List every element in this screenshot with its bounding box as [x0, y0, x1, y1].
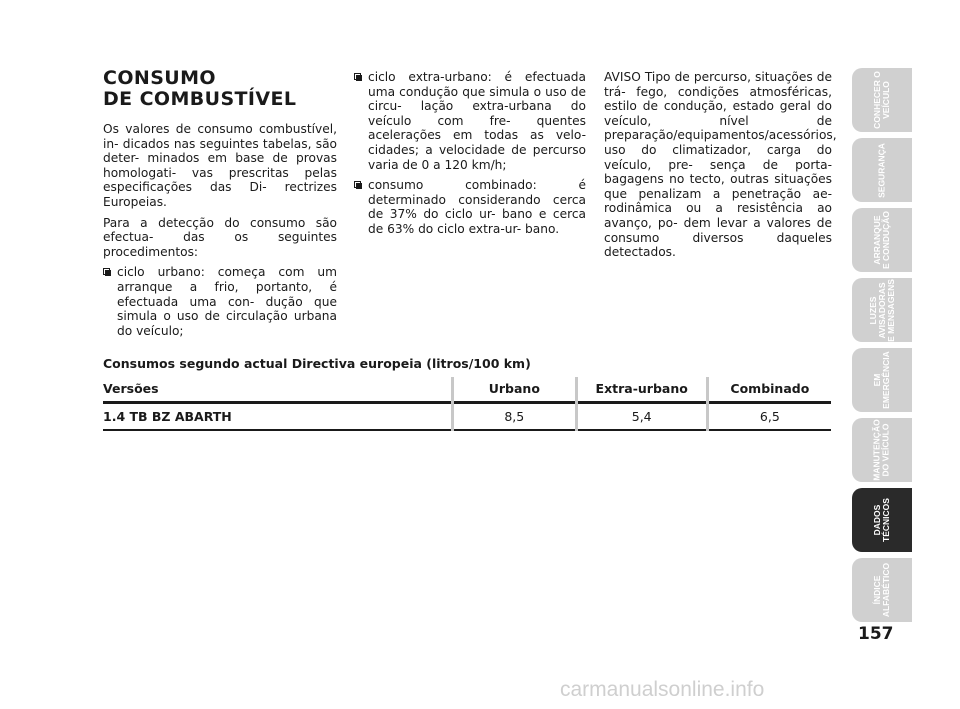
tab-conhecer-o-veiculo[interactable]: [852, 68, 912, 132]
tab-label: DADOS TÉCNICOS: [872, 498, 891, 542]
cell-urban: 8,5: [452, 403, 576, 431]
notice-paragraph: AVISO Tipo de percurso, situações de trá- fego, condições atmosféricas, estilo de condução, estado geral do veículo, nível de preparação/equipamentos/acessórios, uso do climatizador, carga do veículo, pre- sença de porta-bagagens no tecto, outras situações que penalizam a penetração ae- rodinâmica ou a resistência ao avanço, po- dem levar a valores de consumo diversos daqueles detectados.: [604, 70, 837, 260]
bullet-urban-cycle: [103, 265, 337, 338]
tab-arranque-e-conducao[interactable]: [852, 208, 912, 272]
tab-label: ÍNDICE ALFABÉTICO: [872, 562, 891, 618]
tab-label: MANUTENÇÃO DO VEÍCULO: [872, 419, 892, 481]
column-middle: [354, 70, 586, 243]
header-extra-urban: Extra-urbano: [576, 377, 707, 403]
checkbox-bullet-icon: [354, 181, 361, 188]
tab-label: CONHECER O VEÍCULO: [872, 71, 891, 129]
tab-seguranca[interactable]: [852, 138, 912, 202]
tab-manutencao-do-veiculo[interactable]: [852, 418, 912, 482]
tab-luzes-avisadoras[interactable]: [852, 278, 912, 342]
section-tabs: [852, 68, 912, 628]
consumption-table-section: [103, 356, 831, 431]
checkbox-bullet-icon: [103, 268, 110, 275]
cell-combined: 6,5: [707, 403, 831, 431]
column-right: [604, 70, 837, 266]
column-left: [103, 68, 337, 344]
table-title: Consumos segundo actual Directiva europeia (litros/100 km): [103, 356, 531, 371]
title-line-2: DE COMBUSTÍVEL: [103, 88, 297, 110]
table-row: [103, 403, 831, 431]
tab-em-emergencia[interactable]: [852, 348, 912, 412]
tab-indice-alfabetico[interactable]: [852, 558, 912, 622]
bullet-text: ciclo extra-urbano: é efectuada uma condução que simula o uso de circu- lação extra-urbana do veículo com fre- quentes acelerações em todas as velo- cidades; a velocidade de percurso varia de 0 a 120 km/h;: [368, 70, 586, 172]
bullet-combined-consumption: [354, 178, 586, 236]
title-line-1: CONSUMO: [103, 67, 216, 89]
header-urban: Urbano: [452, 377, 576, 403]
bullet-extra-urban-cycle: [354, 70, 586, 172]
header-combined: Combinado: [707, 377, 831, 403]
watermark: carmanualsonline.info: [560, 678, 765, 701]
tab-label: ARRANQUE E CONDUÇÃO: [872, 210, 891, 270]
tab-dados-tecnicos[interactable]: [852, 488, 912, 552]
tab-label: EM EMERGÊNCIA: [872, 351, 891, 409]
procedures-paragraph: Para a detecção do consumo são efectua- das os seguintes procedimentos:: [103, 215, 337, 259]
tab-label: LUZES AVISADORAS E MENSAGENS: [867, 278, 896, 342]
page-title: [103, 68, 337, 110]
page-number: 157: [858, 624, 894, 644]
tab-label: SEGURANÇA: [876, 142, 887, 198]
bullet-text: consumo combinado: é determinado considerando cerca de 37% do ciclo ur- bano e cerca de 63% do ciclo extra-ur- bano.: [368, 178, 586, 236]
cell-version: 1.4 TB BZ ABARTH: [103, 409, 232, 424]
consumption-table: [103, 377, 831, 431]
cell-extra-urban: 5,4: [576, 403, 707, 431]
checkbox-bullet-icon: [354, 73, 361, 80]
header-versions: Versões: [103, 381, 159, 396]
table-header-row: [103, 377, 831, 403]
intro-paragraph: Os valores de consumo combustível, in- dicados nas seguintes tabelas, são deter- minados em base de provas homologati- vas prescritas pelas especificações das Di- rectrizes Europeias.: [103, 122, 337, 209]
bullet-text: ciclo urbano: começa com um arranque a frio, portanto, é efectuada uma con- dução que simula o uso de circulação urbana do veículo;: [117, 265, 337, 338]
